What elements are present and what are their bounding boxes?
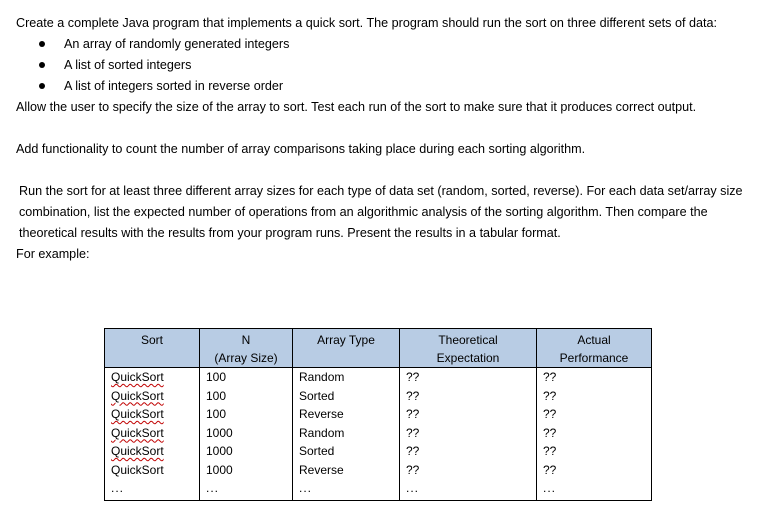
header-actual: Actual Performance — [537, 329, 652, 368]
header-n: N (Array Size) — [200, 329, 293, 368]
cell-n: 1000 — [200, 442, 293, 461]
cell-n: 1000 — [200, 424, 293, 443]
cell-type: ... — [293, 479, 400, 501]
header-sort: Sort — [105, 329, 200, 368]
count-paragraph: Add functionality to count the number of array comparisons taking place during each sorting algorithm. — [16, 142, 586, 156]
cell-type: Random — [293, 368, 400, 387]
cell-n: 100 — [200, 405, 293, 424]
cell-n: 1000 — [200, 461, 293, 480]
bullet-icon — [39, 83, 45, 89]
allow-paragraph: Allow the user to specify the size of the array to sort. Test each run of the sort to make sure that it produces correct output. — [16, 100, 697, 114]
cell-type: Reverse — [293, 405, 400, 424]
cell-type: Sorted — [293, 442, 400, 461]
cell-sort: QuickSort — [105, 368, 200, 387]
table-row — [105, 368, 652, 387]
spacer — [16, 160, 746, 181]
cell-sort: QuickSort — [105, 461, 200, 480]
cell-actual: ?? — [537, 442, 652, 461]
header-array-type: Array Type — [293, 329, 400, 368]
list-item-text: An array of randomly generated integers — [64, 37, 290, 51]
cell-theoretical: ?? — [400, 461, 537, 480]
table-row — [105, 461, 652, 480]
intro-paragraph: Create a complete Java program that implements a quick sort. The program should run the sort on three different sets of data: — [16, 16, 717, 30]
cell-n: ... — [200, 479, 293, 501]
bullet-icon — [39, 62, 45, 68]
table-row — [105, 424, 652, 443]
cell-theoretical: ... — [400, 479, 537, 501]
cell-sort: QuickSort — [105, 405, 200, 424]
cell-sort: QuickSort — [105, 424, 200, 443]
table-header-row — [105, 329, 652, 368]
cell-actual: ?? — [537, 424, 652, 443]
cell-actual: ... — [537, 479, 652, 501]
cell-type: Reverse — [293, 461, 400, 480]
cell-actual: ?? — [537, 368, 652, 387]
list-item — [16, 55, 746, 76]
cell-n: 100 — [200, 387, 293, 406]
cell-theoretical: ?? — [400, 424, 537, 443]
cell-actual: ?? — [537, 405, 652, 424]
table-row — [105, 442, 652, 461]
table-row — [105, 405, 652, 424]
example-label: For example: — [16, 247, 90, 261]
list-item — [16, 76, 746, 97]
data-set-list — [16, 34, 746, 97]
run-paragraph: Run the sort for at least three different array sizes for each type of data set (random, sorted, reverse). For each data set/array size combination, list the expected number of operations from an algorithmic analysis of the sorting algorithm. Then compare the theoretical results with the results from your program runs. Present the results in a tabular format. — [19, 184, 743, 240]
list-item-text: A list of integers sorted in reverse order — [64, 79, 284, 93]
header-theoretical: Theoretical Expectation — [400, 329, 537, 368]
cell-sort: ... — [105, 479, 200, 501]
cell-sort: QuickSort — [105, 387, 200, 406]
results-table — [104, 328, 652, 501]
document-body — [16, 13, 746, 265]
cell-n: 100 — [200, 368, 293, 387]
cell-actual: ?? — [537, 387, 652, 406]
cell-type: Sorted — [293, 387, 400, 406]
cell-sort: QuickSort — [105, 442, 200, 461]
list-item — [16, 34, 746, 55]
cell-theoretical: ?? — [400, 387, 537, 406]
cell-type: Random — [293, 424, 400, 443]
bullet-icon — [39, 41, 45, 47]
cell-actual: ?? — [537, 461, 652, 480]
table-row — [105, 479, 652, 501]
table-row — [105, 387, 652, 406]
cell-theoretical: ?? — [400, 442, 537, 461]
spacer — [16, 118, 746, 139]
cell-theoretical: ?? — [400, 405, 537, 424]
list-item-text: A list of sorted integers — [64, 58, 192, 72]
cell-theoretical: ?? — [400, 368, 537, 387]
